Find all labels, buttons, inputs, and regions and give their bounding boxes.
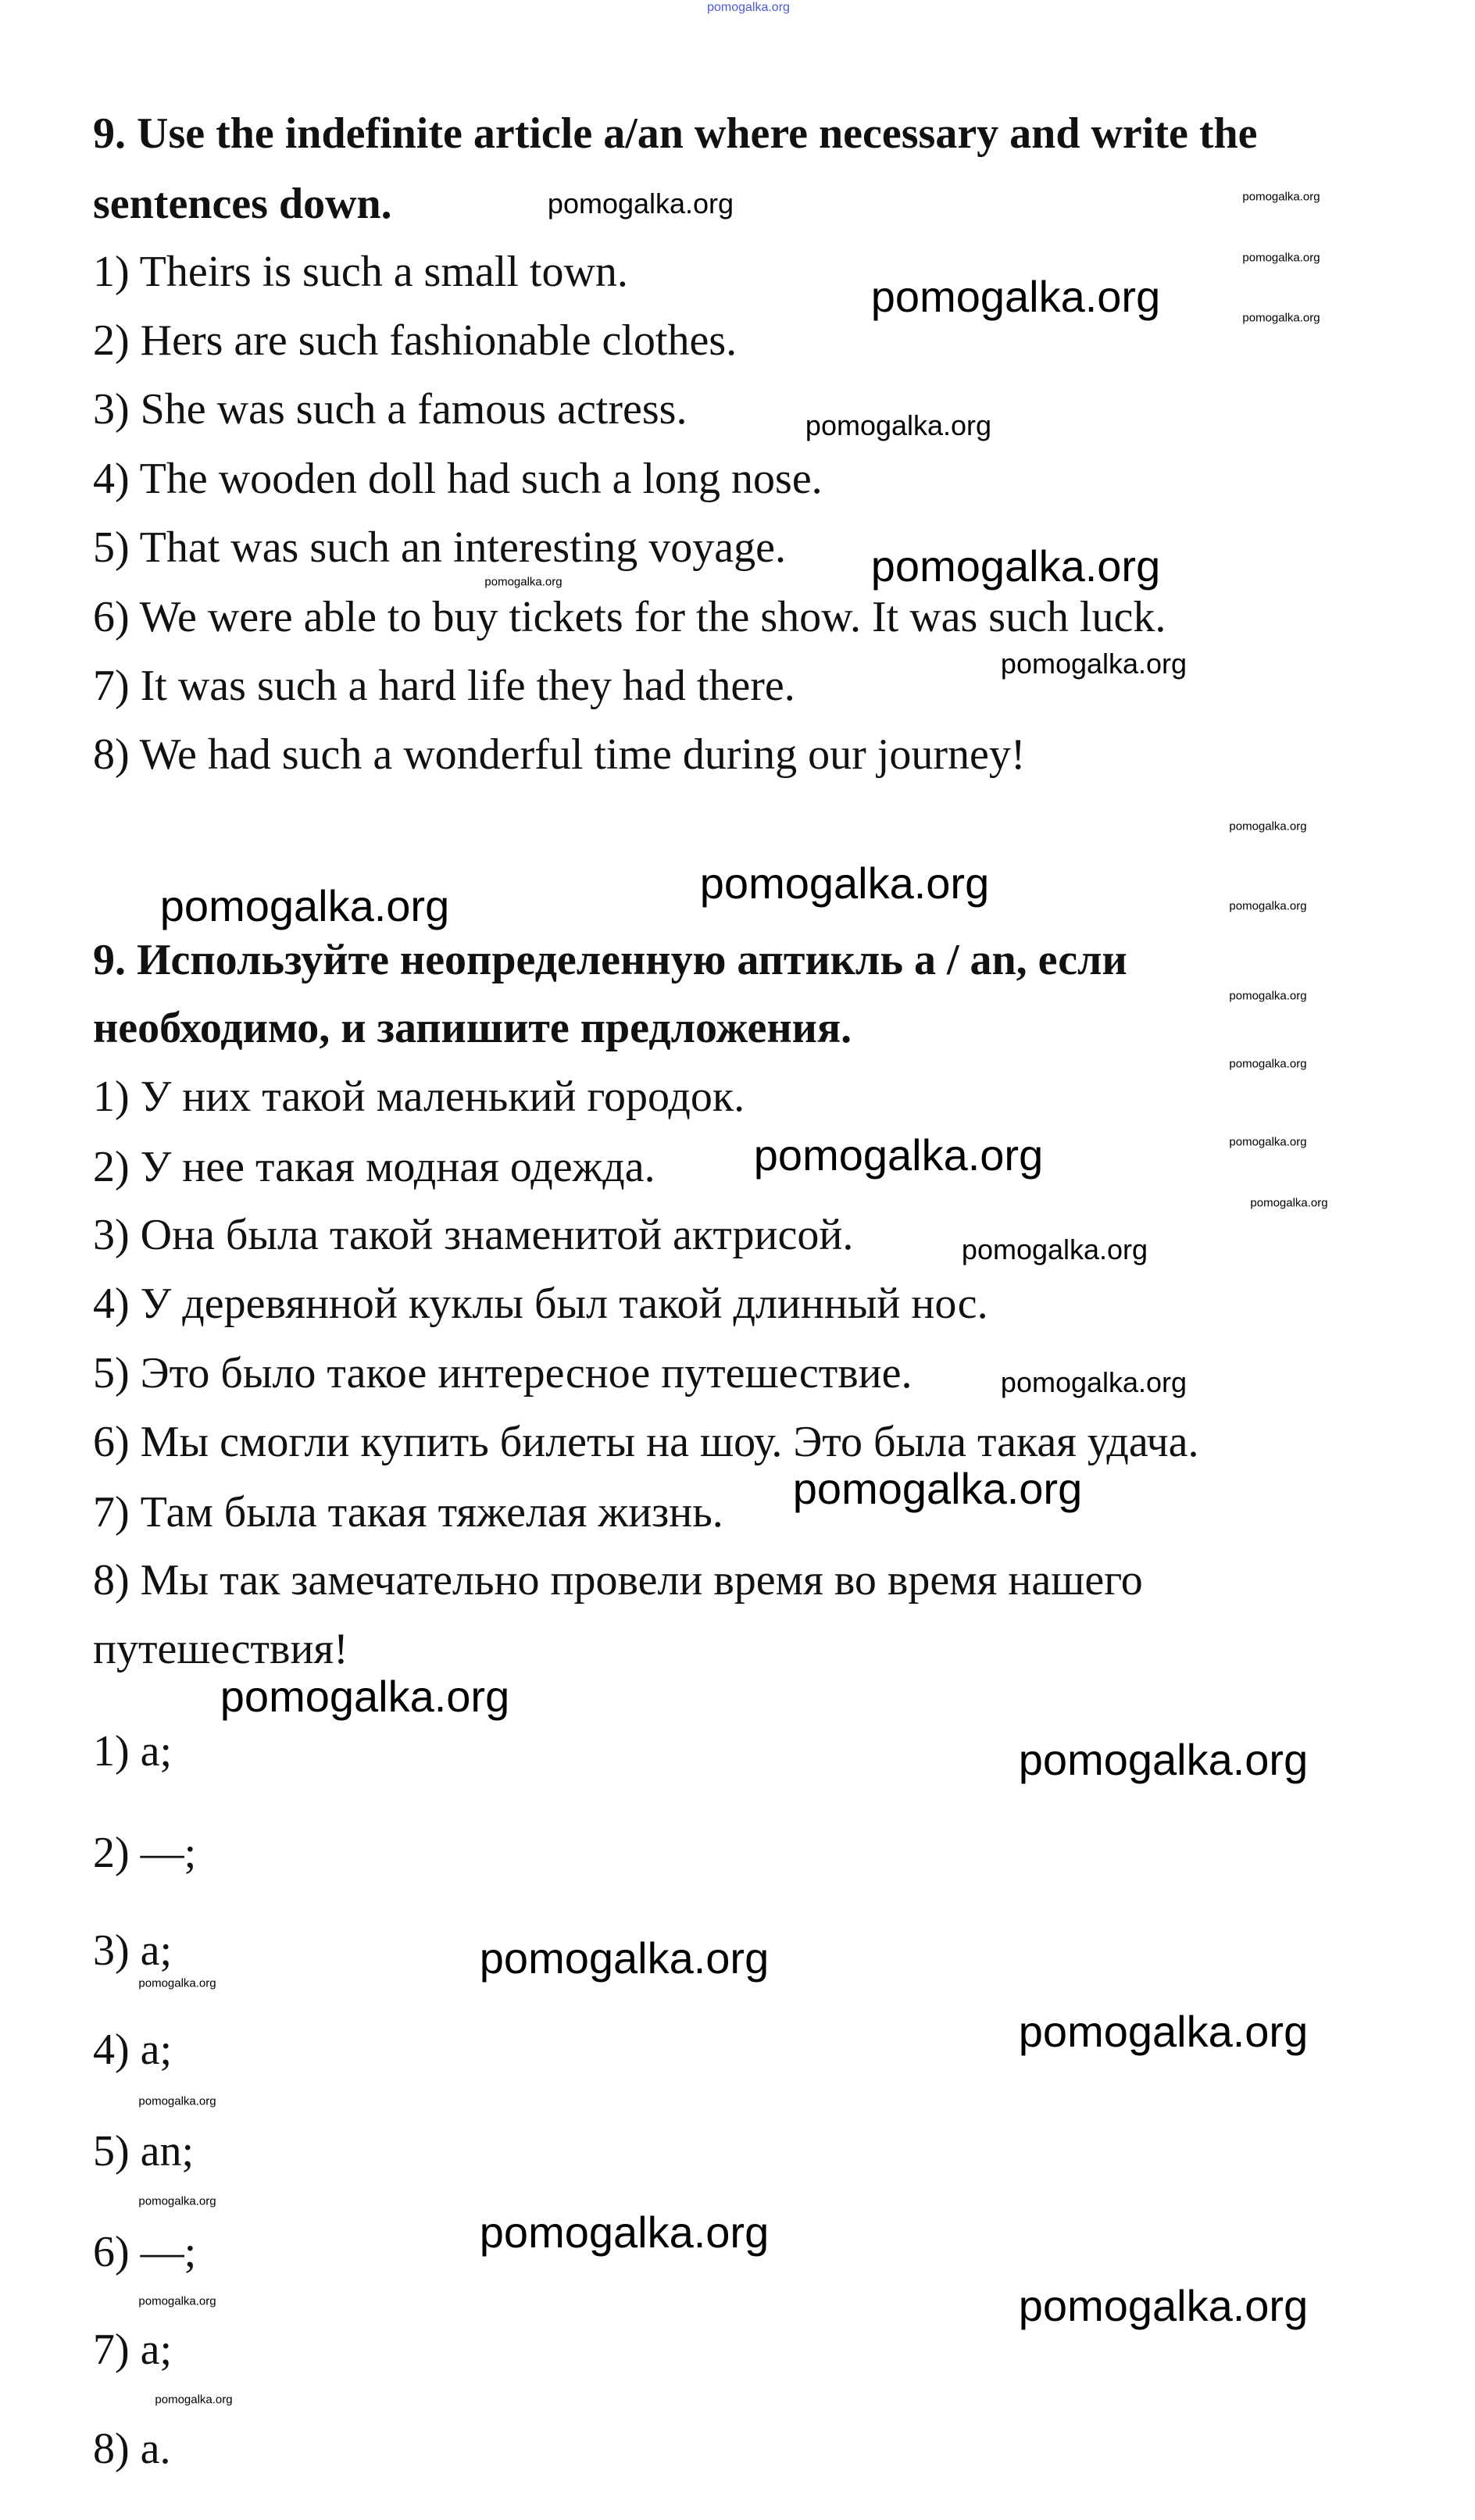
watermark: pomogalka.org	[1018, 1735, 1309, 1784]
sentence-en: 7) It was such a hard life they had there.	[93, 662, 795, 710]
watermark: pomogalka.org	[1229, 1057, 1307, 1071]
sentence-ru: 1) У них такой маленький городок.	[93, 1073, 745, 1121]
sentence-ru: 3) Она была такой знаменитой актрисой.	[93, 1211, 854, 1259]
sentence-en: 2) Hers are such fashionable clothes.	[93, 316, 738, 365]
watermark: pomogalka.org	[479, 1933, 770, 1983]
watermark: pomogalka.org	[961, 1233, 1148, 1265]
answer: 3) a;	[93, 1926, 173, 1975]
watermark: pomogalka.org	[1242, 311, 1320, 325]
exercise-heading-ru-line2: необходимо, и запишите предложения.	[93, 1004, 852, 1052]
exercise-heading-ru-line1: 9. Используйте неопределенную аптикль a / an, если	[93, 936, 1127, 984]
watermark: pomogalka.org	[484, 575, 562, 589]
watermark: pomogalka.org	[870, 541, 1161, 591]
watermark: pomogalka.org	[155, 2393, 233, 2407]
watermark: pomogalka.org	[805, 409, 992, 441]
sentence-en: 6) We were able to buy tickets for the show. It was such luck.	[93, 593, 1166, 641]
watermark: pomogalka.org	[1018, 2281, 1309, 2330]
watermark: pomogalka.org	[138, 1976, 216, 1990]
sentence-en: 5) That was such an interesting voyage.	[93, 523, 786, 572]
watermark: pomogalka.org	[1000, 648, 1188, 680]
sentence-en: 8) We had such a wonderful time during our journey!	[93, 730, 1026, 779]
answer: 1) a;	[93, 1727, 173, 1776]
watermark: pomogalka.org	[479, 2208, 770, 2257]
watermark: pomogalka.org	[547, 187, 734, 220]
answer: 4) a;	[93, 2026, 173, 2074]
watermark: pomogalka.org	[1229, 819, 1307, 833]
sentence-en: 3) She was such a famous actress.	[93, 385, 688, 434]
sentence-ru: 2) У нее такая модная одежда.	[93, 1143, 655, 1191]
watermark: pomogalka.org	[220, 1672, 510, 1721]
sentence-ru: 8) Мы так замечательно провели время во время нашего	[93, 1556, 1143, 1604]
exercise-heading-en-line2: sentences down.	[93, 180, 392, 228]
answer: 6) —;	[93, 2228, 197, 2276]
sentence-ru: 5) Это было такое интересное путешествие.	[93, 1349, 912, 1397]
answer: 7) a;	[93, 2325, 173, 2374]
watermark: pomogalka.org	[159, 881, 450, 930]
answer: 5) an;	[93, 2127, 195, 2176]
watermark: pomogalka.org	[1242, 251, 1320, 265]
sentence-en: 4) The wooden doll had such a long nose.	[93, 455, 823, 503]
sentence-ru: 4) У деревянной куклы был такой длинный нос.	[93, 1280, 988, 1328]
watermark: pomogalka.org	[1242, 190, 1320, 204]
watermark: pomogalka.org	[1000, 1366, 1188, 1398]
answer: 2) —;	[93, 1829, 197, 1877]
sentence-en: 1) Theirs is such a small town.	[93, 248, 628, 296]
watermark: pomogalka.org	[1229, 989, 1307, 1003]
watermark: pomogalka.org	[138, 2094, 216, 2108]
watermark: pomogalka.org	[1018, 2007, 1309, 2056]
watermark: pomogalka.org	[870, 272, 1161, 321]
watermark: pomogalka.org	[792, 1464, 1083, 1513]
exercise-heading-en-line1: 9. Use the indefinite article a/an where necessary and write the	[93, 109, 1258, 158]
answer: 8) a.	[93, 2425, 171, 2473]
watermark: pomogalka.org	[753, 1130, 1044, 1180]
watermark: pomogalka.org	[1229, 899, 1307, 913]
watermark: pomogalka.org	[707, 1, 790, 14]
sentence-ru: 7) Там была такая тяжелая жизнь.	[93, 1488, 723, 1537]
watermark: pomogalka.org	[1229, 1135, 1307, 1149]
sentence-ru: путешествия!	[93, 1625, 348, 1673]
watermark: pomogalka.org	[699, 858, 990, 908]
watermark: pomogalka.org	[1250, 1196, 1328, 1210]
sentence-ru: 6) Мы смогли купить билеты на шоу. Это была такая удача.	[93, 1418, 1199, 1466]
watermark: pomogalka.org	[138, 2294, 216, 2308]
watermark: pomogalka.org	[138, 2194, 216, 2208]
